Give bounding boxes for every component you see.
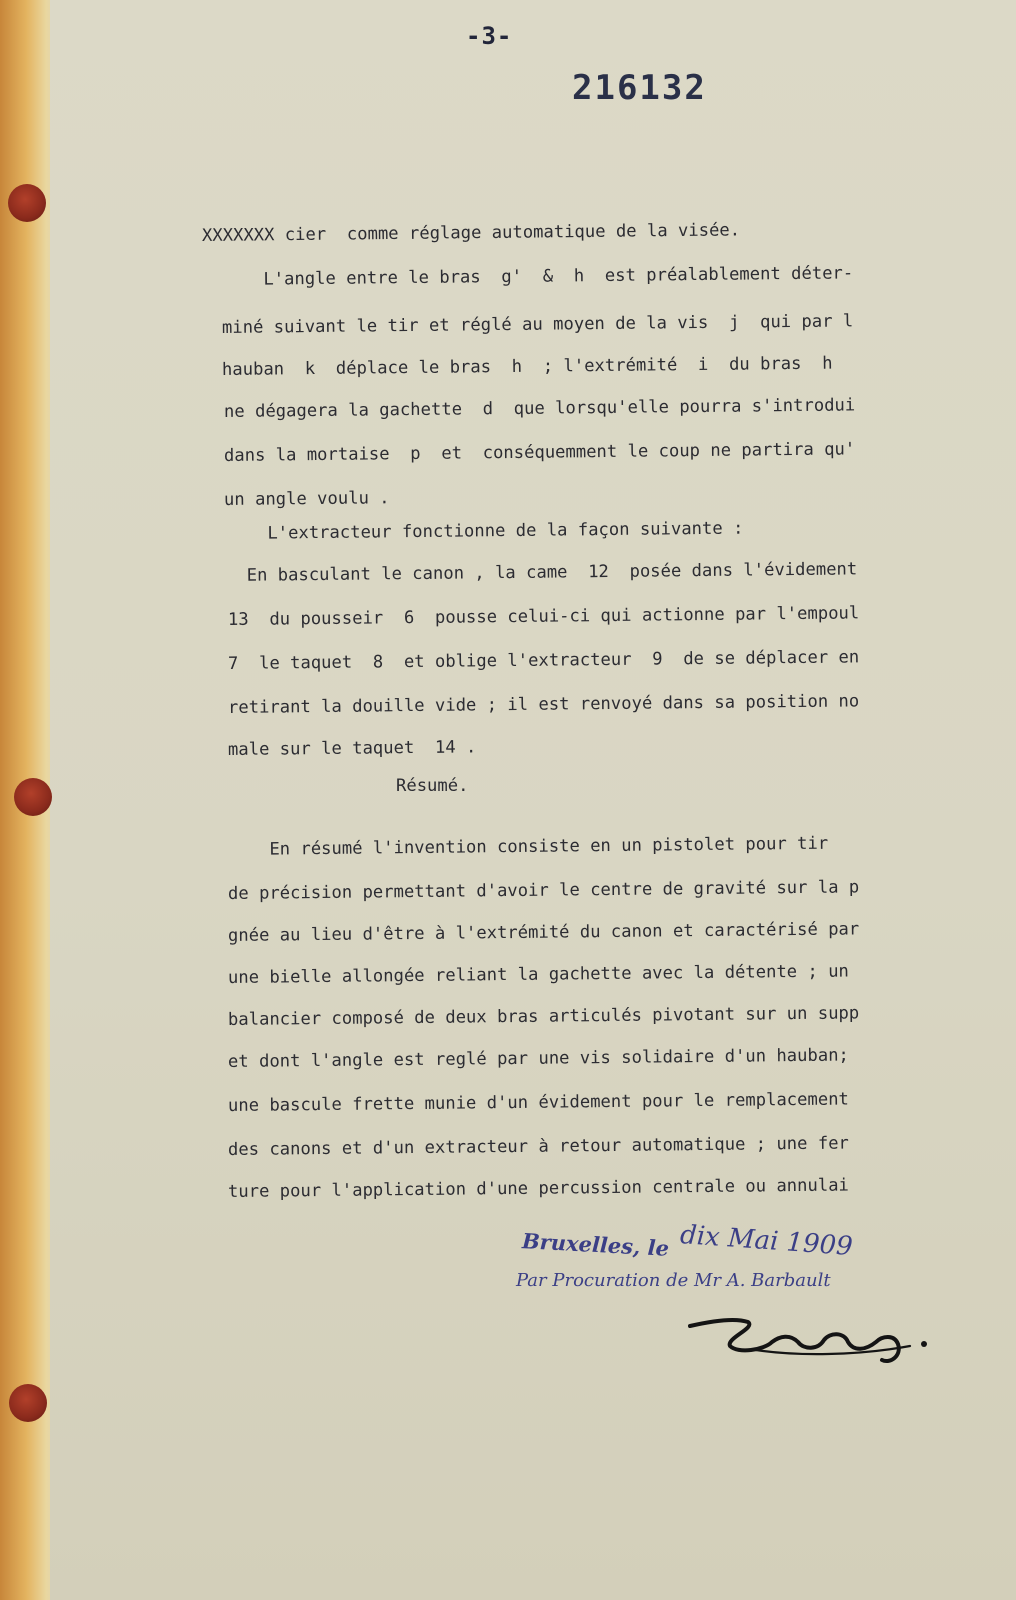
text-line: hauban k déplace le bras h ; l'extrémité i du bras h [221, 353, 833, 380]
text-line: 13 du pousseir 6 pousse celui-ci qui actionne par l'empoul [227, 603, 860, 630]
text-line: ture pour l'application d'une percussion centrale ou annulai [227, 1175, 849, 1202]
text-line: ne dégagera la gachette d que lorsqu'elle pourra s'introdui [223, 395, 856, 422]
text-line: et dont l'angle est reglé par une vis solidaire d'un hauban; [227, 1045, 849, 1072]
text-line: gnée au lieu d'être à l'extrémité du canon et caractérisé par [227, 919, 860, 946]
punch-hole-bottom [9, 1384, 47, 1422]
text-line: 7 le taquet 8 et oblige l'extracteur 9 de se déplacer en [227, 647, 860, 674]
text-line: L'extracteur fonctionne de la façon suivante : [225, 518, 744, 544]
place-stamp: Bruxelles, le [521, 1228, 670, 1261]
page-number: -3- [466, 22, 513, 50]
text-line: de précision permettant d'avoir le centre de gravité sur la p [227, 877, 860, 904]
section-heading: Résumé. [396, 776, 469, 796]
text-line: une bielle allongée reliant la gachette avec la détente ; un [227, 961, 849, 988]
text-line: En résumé l'invention consiste en un pistolet pour tir [227, 833, 829, 860]
text-line: des canons et d'un extracteur à retour automatique ; une fer [227, 1133, 849, 1160]
procuration-line: Par Procuration de Mr A. Barbault [516, 1270, 831, 1291]
text-line: dans la mortaise p et conséquemment le coup ne partira qu' [223, 439, 856, 466]
text-line: retirant la douille vide ; il est renvoyé dans sa position no [227, 691, 860, 718]
patent-number-stamp: 216132 [572, 68, 707, 108]
text-line: male sur le taquet 14 . [227, 737, 477, 760]
text-line: une bascule frette munie d'un évidement pour le remplacement [227, 1089, 849, 1116]
text-line: En basculant le canon , la came 12 posée dans l'évidement [225, 559, 858, 586]
text-line: un angle voulu . [223, 488, 390, 510]
punch-hole-middle [14, 778, 52, 816]
punch-hole-top [8, 184, 46, 222]
handwritten-signature [686, 1300, 946, 1370]
handwritten-date: dix Mai 1909 [679, 1220, 854, 1262]
text-line: L'angle entre le bras g' & h est préalablement déter- [221, 263, 854, 290]
text-line: XXXXXXX cier comme réglage automatique de la visée. [201, 220, 741, 246]
text-line: balancier composé de deux bras articulés pivotant sur un supp [227, 1003, 860, 1030]
text-line: miné suivant le tir et réglé au moyen de la vis j qui par l [221, 311, 854, 338]
